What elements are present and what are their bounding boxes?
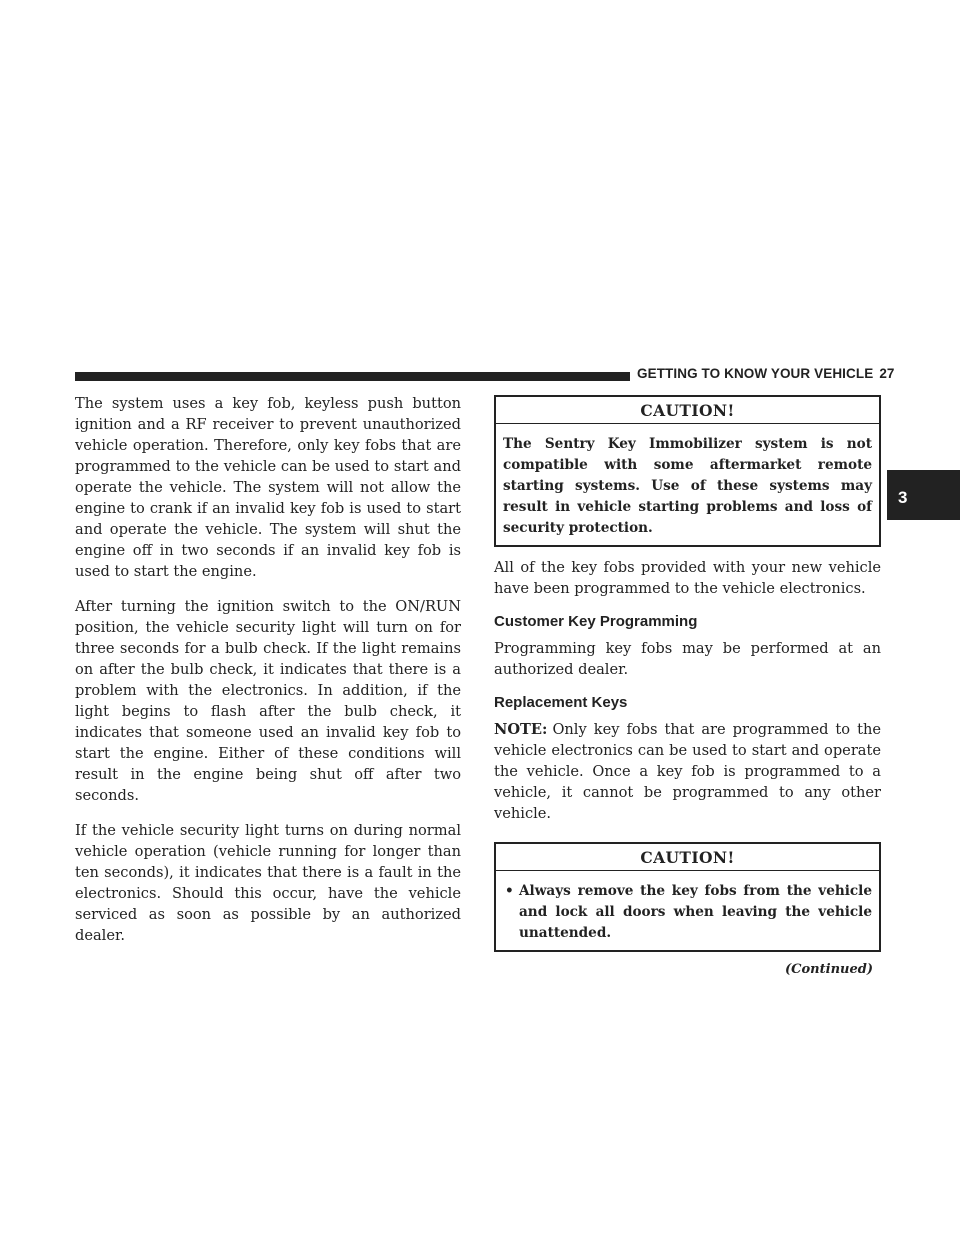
section-heading: Replacement Keys xyxy=(494,694,628,711)
continued-label: (Continued) xyxy=(785,962,873,977)
bullet-icon: • xyxy=(505,883,514,899)
note-paragraph xyxy=(494,719,881,824)
caution-text xyxy=(496,871,879,950)
paragraph: After turning the ignition switch to the ON/RUN position, the vehicle security light will turn on for three seconds for a bulb check. If the light remains on after the bulb check, it indicates that there is a problem with the electronics. In addition, if the light begins to flash after the bulb check, it indicates that someone used an invalid key fob to start the engine. Either of these conditions will result in the engine being shut off after two seconds. xyxy=(75,598,461,804)
chapter-tab: 3 xyxy=(887,470,960,520)
caution-text: The Sentry Key Immobilizer system is not compatible with some aftermarket remote starting systems. Use of these systems may result in vehicle starting problems and loss of security protection. xyxy=(503,436,872,536)
section-title: GETTING TO KNOW YOUR VEHICLE xyxy=(637,366,874,381)
paragraph: If the vehicle security light turns on during normal vehicle operation (vehicle running for longer than ten seconds), it indicates that there is a fault in the electronics. Should this occur, have the vehicle serviced as soon as possible by an authorized dealer. xyxy=(75,822,461,944)
paragraph: Programming key fobs may be performed at an authorized dealer. xyxy=(494,640,881,678)
page-number: 27 xyxy=(879,366,895,381)
paragraph: The system uses a key fob, keyless push button ignition and a RF receiver to prevent unauthorized vehicle operation. Therefore, only key fobs that are programmed to the vehicle can be used to start and operate the vehicle. The system will not allow the engine to crank if an invalid key fob is used to start and operate the vehicle. The system will shut the engine off in two seconds if an invalid key fob is used to start the engine. xyxy=(75,395,461,580)
caution-title: CAUTION! xyxy=(496,844,879,871)
section-heading: Customer Key Programming xyxy=(494,613,698,630)
note-text: Only key fobs that are programmed to the vehicle electronics can be used to start and operate the vehicle. Once a key fob is programmed to a vehicle, it cannot be programmed to any other vehicle. xyxy=(494,721,881,822)
caution-title: CAUTION! xyxy=(496,397,879,424)
left-column xyxy=(75,393,461,960)
header-rule xyxy=(75,372,630,381)
note-label: NOTE: xyxy=(494,721,548,738)
paragraph: All of the key fobs provided with your new vehicle have been programmed to the vehicle electronics. xyxy=(494,559,881,597)
bullet-text: Always remove the key fobs from the vehicle and lock all doors when leaving the vehicle unattended. xyxy=(519,883,872,941)
caution-box xyxy=(494,842,881,952)
running-header xyxy=(637,366,895,381)
bullet-item xyxy=(505,881,872,944)
caution-box xyxy=(494,395,881,547)
right-column xyxy=(494,393,881,977)
